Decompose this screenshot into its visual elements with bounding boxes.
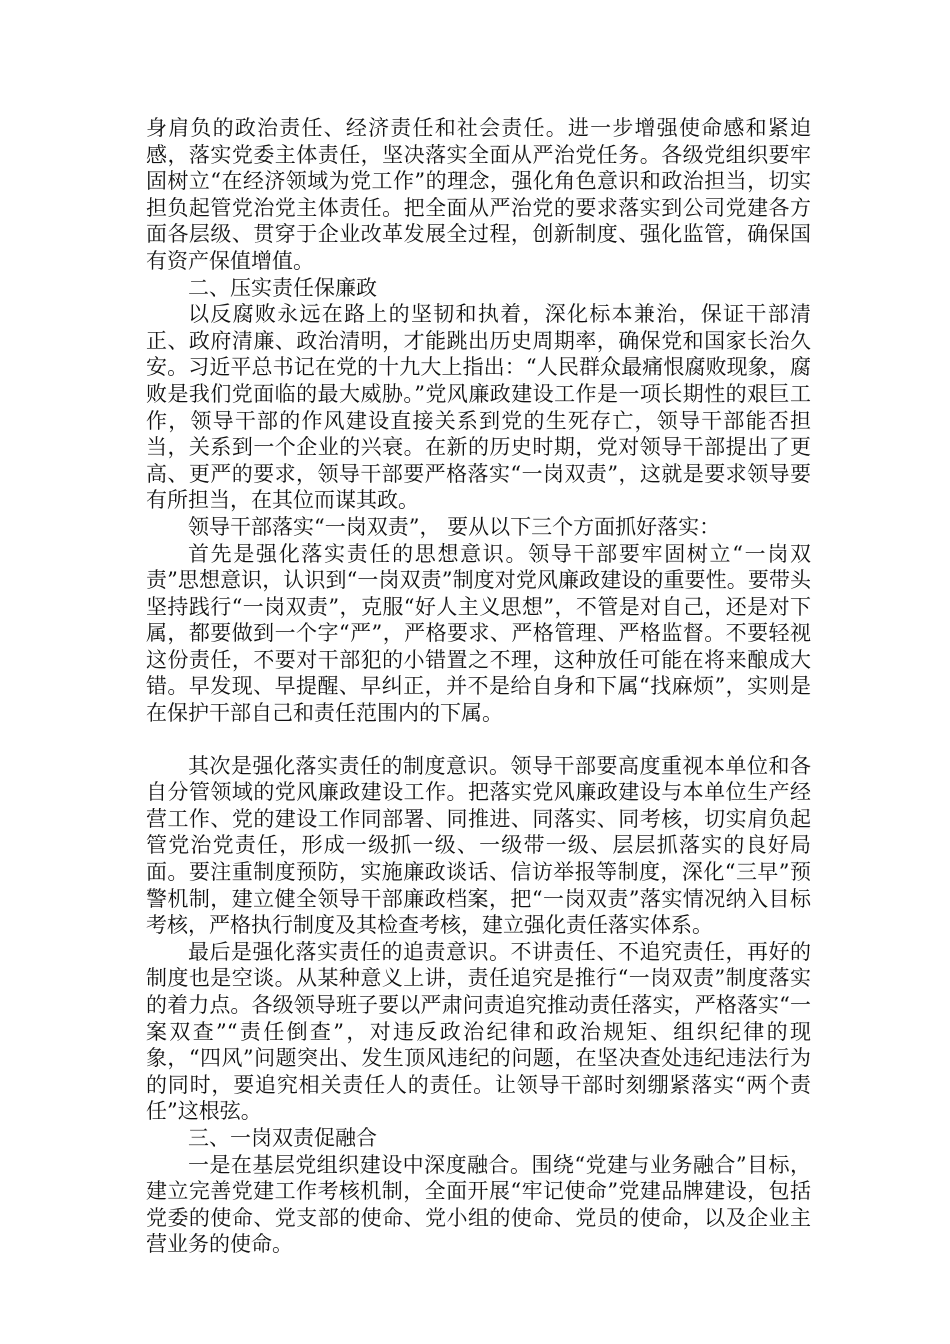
paragraph: 以反腐败永远在路上的坚韧和执着，深化标本兼治，保证干部清正、政府清廉、政治清明，才能跳出历史周期率，确保党和国家长治久安。习近平总书记在党的十九大上指出：“人民群众最痛恨腐败现象，腐败是我们党面临的最大威胁。”党风廉政建设工作是一项长期性的艰巨工作，领导干部的作风建设直接关系到党的生死存亡，领导干部能否担当，关系到一个企业的兴衰。在新的历史时期，党对领导干部提出了更高、更严的要求，领导干部要严格落实“一岗双责”，这就是要求领导要有所担当，在其位而谋其政。 [146,302,811,513]
paragraph: 一是在基层党组织建设中深度融合。围绕“党建与业务融合”目标，建立完善党建工作考核机制，全面开展“牢记使命”党建品牌建设，包括党委的使命、党支部的使命、党小组的使命、党员的使命，以及企业主营业务的使命。 [146,1152,811,1257]
paragraph: 最后是强化落实责任的追责意识。不讲责任、不追究责任，再好的制度也是空谈。从某种意义上讲，责任追究是推行“一岗双责”制度落实的着力点。各级领导班子要以严肃问责追究推动责任落实，严格落实“一案双查”“责任倒查”，对违反政治纪律和政治规矩、组织纪律的现象，“四风”问题突出、发生顶风违纪的问题，在坚决查处违纪违法行为的同时，要追究相关责任人的责任。让领导干部时刻绷紧落实“两个责任”这根弦。 [146,939,811,1124]
paragraph: 首先是强化落实责任的思想意识。领导干部要牢固树立“一岗双责”思想意识，认识到“一岗双责”制度对党风廉政建设的重要性。要带头坚持践行“一岗双责”，克服“好人主义思想”，不管是对自己，还是对下属，都要做到一个字“严”，严格要求、严格管理、严格监督。不要轻视这份责任，不要对干部犯的小错置之不理，这种放任可能在将来酿成大错。早发现、早提醒、早纠正，并不是给自身和下属“找麻烦”，实则是在保护干部自己和责任范围内的下属。 [146,541,811,726]
paragraph: 其次是强化落实责任的制度意识。领导干部要高度重视本单位和各自分管领域的党风廉政建设工作。把落实党风廉政建设与本单位生产经营工作、党的建设工作同部署、同推进、同落实、同考核，切实肩负起管党治党责任，形成一级抓一级、一级带一级、层层抓落实的良好局面。要注重制度预防，实施廉政谈话、信访举报等制度，深化“三早”预警机制，建立健全领导干部廉政档案，把“一岗双责”落实情况纳入目标考核，严格执行制度及其检查考核，建立强化责任落实体系。 [146,753,811,938]
paragraph-continuation: 身肩负的政治责任、经济责任和社会责任。进一步增强使命感和紧迫感，落实党委主体责任，坚决落实全面从严治党任务。各级党组织要牢固树立“在经济领域为党工作”的理念，强化角色意识和政治担当，切实担负起管党治党主体责任。把全面从严治党的要求落实到公司党建各方面各层级、贯穿于企业改革发展全过程，创新制度、强化监管，确保国有资产保值增值。 [146,116,811,273]
paragraph: 领导干部落实“一岗双责”， 要从以下三个方面抓好落实： [188,514,721,539]
document-body [146,115,811,1258]
section-heading-3: 三、一岗双责促融合 [188,1125,377,1150]
paragraph-spacer [146,727,811,753]
section-heading-2: 二、压实责任保廉政 [188,275,377,300]
